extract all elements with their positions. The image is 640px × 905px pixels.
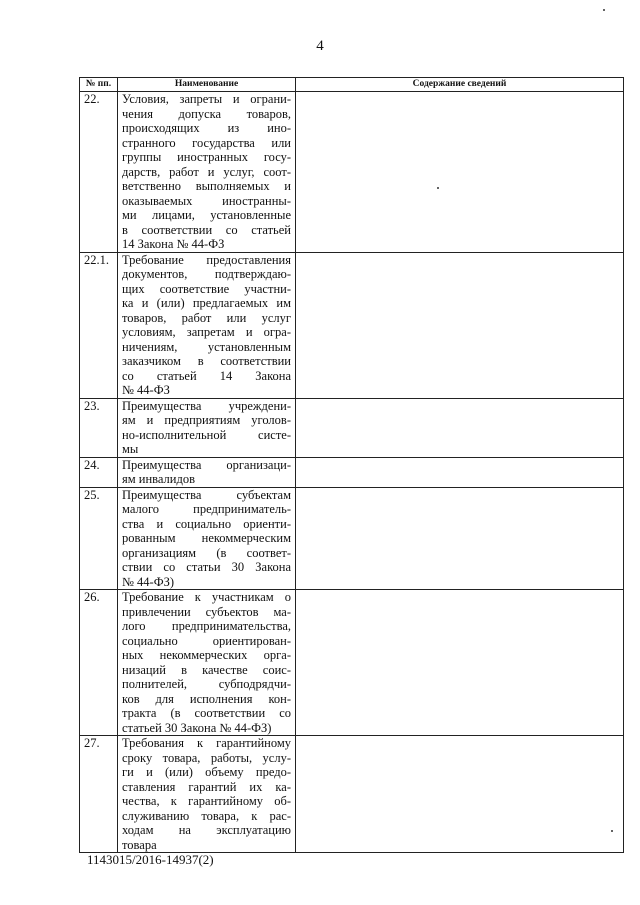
header-name: Наименование bbox=[118, 78, 296, 92]
table-row bbox=[80, 252, 624, 398]
row-name-line: ничениям, установленным bbox=[122, 339, 291, 354]
row-name-line: лого предпринимательства, bbox=[122, 619, 291, 633]
row-name-line: служиванию товара, к рас- bbox=[122, 808, 291, 823]
row-name-line: ям инвалидов bbox=[122, 472, 195, 486]
row-name-line: № 44-ФЗ bbox=[122, 383, 170, 397]
row-name-line: ставления гарантий их ка- bbox=[122, 779, 291, 794]
row-name-line: со статьей 14 Закона bbox=[122, 368, 291, 383]
scan-speck bbox=[437, 187, 439, 189]
row-content bbox=[296, 590, 624, 736]
row-name-line: ми лицами, установленные bbox=[122, 208, 291, 222]
table-row bbox=[80, 398, 624, 457]
row-number: 27. bbox=[80, 736, 118, 853]
row-name-line: низаций в качестве соис- bbox=[122, 662, 291, 677]
row-number: 22.1. bbox=[80, 252, 118, 398]
row-number: 22. bbox=[80, 92, 118, 253]
info-table bbox=[79, 77, 624, 853]
row-content bbox=[296, 92, 624, 253]
row-name-line: Преимущества организаци- bbox=[122, 457, 291, 472]
row-name bbox=[118, 92, 296, 253]
row-content bbox=[296, 457, 624, 487]
row-name-line: Требование к участникам о bbox=[122, 590, 291, 604]
scan-speck bbox=[603, 9, 605, 11]
row-name-line: мы bbox=[122, 442, 139, 456]
row-name-line: ка и (или) предлагаемых им bbox=[122, 296, 291, 310]
row-name bbox=[118, 457, 296, 487]
row-name bbox=[118, 487, 296, 590]
row-name-line: чества, к гарантийному об- bbox=[122, 794, 291, 808]
row-name-line: ных некоммерческих орга- bbox=[122, 648, 291, 662]
row-name-line: но-исполнительной систе- bbox=[122, 427, 291, 442]
row-name-line: № 44-ФЗ) bbox=[122, 574, 175, 589]
row-name-line: Преимущества субъектам bbox=[122, 487, 291, 502]
row-content bbox=[296, 487, 624, 590]
row-content bbox=[296, 252, 624, 398]
row-name-line: происходящих из ино- bbox=[122, 121, 291, 135]
table-row bbox=[80, 457, 624, 487]
row-name-line: чения допуска товаров, bbox=[122, 106, 291, 121]
row-name-line: тракта (в соответствии со bbox=[122, 706, 291, 720]
row-name bbox=[118, 736, 296, 853]
row-name-line: Требование предоставления bbox=[122, 252, 291, 267]
row-name-line: малого предприниматель- bbox=[122, 502, 291, 516]
row-content bbox=[296, 398, 624, 457]
row-name bbox=[118, 252, 296, 398]
table-row bbox=[80, 92, 624, 253]
row-name-line: сроку товара, работы, услу- bbox=[122, 750, 291, 765]
row-number: 24. bbox=[80, 457, 118, 487]
row-name-line: заказчиком в соответствии bbox=[122, 354, 291, 368]
row-name-line: ветственно выполняемых и bbox=[122, 179, 291, 193]
row-name-line: ствии со статьи 30 Закона bbox=[122, 560, 291, 574]
row-name-line: дарств, работ и услуг, соот- bbox=[122, 164, 291, 179]
row-name-line: условиям, запретам и огра- bbox=[122, 325, 291, 339]
row-number: 23. bbox=[80, 398, 118, 457]
row-name-line: щих соответствие участни- bbox=[122, 281, 291, 296]
row-name-line: товаров, работ или услуг bbox=[122, 310, 291, 325]
row-name-line: 14 Закона № 44-ФЗ bbox=[122, 237, 225, 251]
row-name-line: странного государства или bbox=[122, 135, 291, 150]
table-row bbox=[80, 736, 624, 853]
row-name-line: Преимущества учреждени- bbox=[122, 398, 291, 413]
row-number: 26. bbox=[80, 590, 118, 736]
row-content bbox=[296, 736, 624, 853]
row-name-line: ходам на эксплуатацию bbox=[122, 823, 291, 837]
table-row bbox=[80, 487, 624, 590]
row-name-line: ям и предприятиям уголов- bbox=[122, 413, 291, 427]
table-header-row bbox=[80, 78, 624, 92]
row-name-line: ков для исполнения кон- bbox=[122, 691, 291, 706]
row-name-line: социально ориентирован- bbox=[122, 633, 291, 648]
row-name-line: в соответствии со статьей bbox=[122, 222, 291, 237]
row-name-line: полнителей, субподрядчи- bbox=[122, 677, 291, 691]
row-name bbox=[118, 590, 296, 736]
row-name-line: статьей 30 Закона № 44-ФЗ) bbox=[122, 720, 272, 735]
header-content: Содержание сведений bbox=[296, 78, 624, 92]
row-name-line: Условия, запреты и ограни- bbox=[122, 92, 291, 106]
row-name-line: привлечении субъектов ма- bbox=[122, 604, 291, 619]
row-name-line: товара bbox=[122, 837, 157, 852]
row-number: 25. bbox=[80, 487, 118, 590]
table-row bbox=[80, 590, 624, 736]
row-name-line: ги и (или) объему предо- bbox=[122, 765, 291, 779]
header-num: № пп. bbox=[80, 78, 118, 92]
row-name-line: документов, подтверждаю- bbox=[122, 267, 291, 281]
document-code: 1143015/2016-14937(2) bbox=[87, 852, 214, 867]
row-name-line: рованным некоммерческим bbox=[122, 531, 291, 545]
row-name-line: оказываемых иностранны- bbox=[122, 193, 291, 208]
scan-speck bbox=[611, 830, 613, 832]
row-name-line: Требования к гарантийному bbox=[122, 736, 291, 750]
page-number: 4 bbox=[316, 38, 324, 54]
row-name-line: группы иностранных госу- bbox=[122, 150, 291, 164]
row-name-line: организациям (в соответ- bbox=[122, 545, 291, 560]
row-name-line: ства и социально ориенти- bbox=[122, 516, 291, 531]
row-name bbox=[118, 398, 296, 457]
